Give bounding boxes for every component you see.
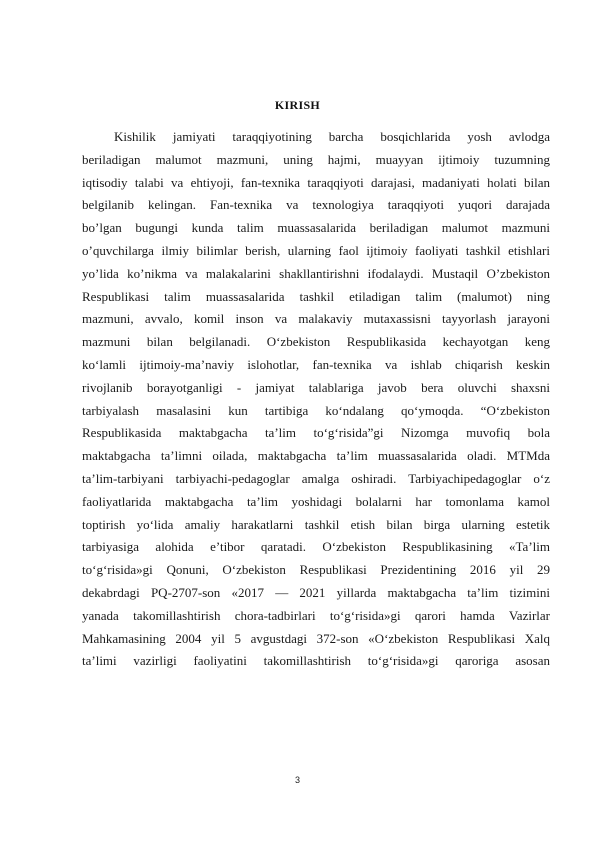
text-line: o’quvchilarga ilmiy bilimlar berish, ularning faol ijtimoiy faoliyati tashkil etishlari bbox=[82, 242, 550, 258]
text-line: tarbiyasiga alohida e’tibor qaratadi. O‘zbekiston Respublikasining «Ta’lim bbox=[82, 539, 550, 555]
text-line: ko‘lamli ijtimoiy-ma’naviy islohotlar, fan-texnika va ishlab chiqarish keskin bbox=[82, 356, 550, 372]
text-line: Respublikasida maktabgacha ta’lim to‘g‘risida”gi Nizomga muvofiq bola bbox=[82, 425, 550, 441]
text-line: beriladigan malumot mazmuni, uning hajmi, muayyan ijtimoiy tuzumning bbox=[82, 151, 550, 167]
text-line: dekabrdagi PQ-2707-son «2017 — 2021 yillarda maktabgacha ta’lim tizimini bbox=[82, 584, 550, 600]
text-line: yo’lida ko’nikma va malakalarini shakllantirishni ifodalaydi. Mustaqil O’zbekiston bbox=[82, 265, 550, 281]
text-line: to‘g‘risida»gi Qonuni, O‘zbekiston Respublikasi Prezidentining 2016 yil 29 bbox=[82, 562, 550, 578]
text-line: mazmuni, avvalo, komil inson va malakaviy mutaxassisni tayyorlash jarayoni bbox=[82, 311, 550, 327]
text-line: rivojlanib borayotganligi - jamiyat talablariga javob bera oluvchi shaxsni bbox=[82, 379, 550, 395]
text-line: yanada takomillashtirish chora-tadbirlari to‘g‘risida»gi qarori hamda Vazirlar bbox=[82, 607, 550, 623]
text-line: Kishilik jamiyati taraqqiyotining barcha bosqichlarida yosh avlodga bbox=[114, 129, 550, 144]
text-line: iqtisodiy talabi va ehtiyoji, fan-texnika taraqqiyoti darajasi, madaniyati holati bilan bbox=[82, 174, 550, 190]
text-line: ta’lim-tarbiyani tarbiyachi-pedagoglar amalga oshiradi. Tarbiyachipedagoglar o‘z bbox=[82, 470, 550, 486]
text-line: toptirish yo‘lida amaliy harakatlarni tashkil etish bilan birga ularning estetik bbox=[82, 516, 550, 532]
text-line: ta’limi vazirligi faoliyatini takomillashtirish to‘g‘risida»gi qaroriga asosan bbox=[82, 653, 550, 669]
text-line: mazmuni bilan belgilanadi. O‘zbekiston Respublikasida kechayotgan keng bbox=[82, 334, 550, 350]
text-line: Mahkamasining 2004 yil 5 avgustdagi 372-son «O‘zbekiston Respublikasi Xalq bbox=[82, 630, 550, 646]
text-line: tarbiyalash masalasini kun tartibiga ko‘ndalang qo‘ymoqda. “O‘zbekiston bbox=[82, 402, 550, 418]
body-paragraph bbox=[82, 126, 550, 673]
section-heading: KIRISH bbox=[274, 98, 321, 112]
text-line: Respublikasi talim muassasalarida tashkil etiladigan talim (malumot) ning bbox=[82, 288, 550, 304]
text-line: faoliyatlarida maktabgacha ta’lim yoshidagi bolalarni har tomonlama kamol bbox=[82, 493, 550, 509]
text-line: maktabgacha ta’limni oilada, maktabgacha ta’lim muassasalarida oladi. MTMda bbox=[82, 448, 550, 464]
text-line: bo’lgan bugungi kunda talim muassasalarida beriladigan malumot mazmuni bbox=[82, 220, 550, 236]
page-number: 3 bbox=[294, 775, 300, 785]
text-line: belgilanib kelingan. Fan-texnika va texnologiya taraqqiyoti yuqori darajada bbox=[82, 197, 550, 213]
